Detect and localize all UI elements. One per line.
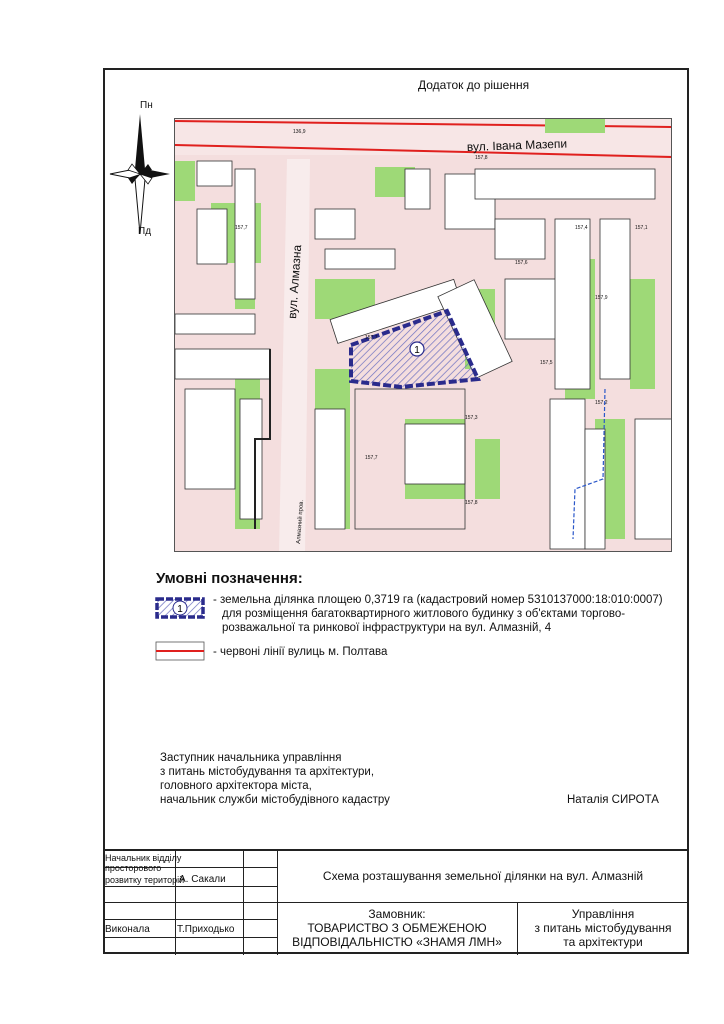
spot-height: 157,8 bbox=[465, 500, 478, 506]
stamp-role-2: Виконала bbox=[105, 924, 150, 935]
legend-redline-text: - червоні лінії вулиць м. Полтава bbox=[213, 646, 388, 658]
spot-height: 157,4 bbox=[575, 225, 588, 231]
stamp-role-1b: просторового bbox=[105, 863, 162, 873]
scheme-title: Схема розташування земельної ділянки на вул. Алмазній bbox=[322, 869, 644, 883]
legend-parcel-text-2: для розміщення багатоквартирного житлового будинку з об'єктами торгово- bbox=[222, 608, 626, 620]
signatory-title-3: головного архітектора міста, bbox=[160, 780, 312, 792]
signatory-title-4: начальник служби містобудівного кадастру bbox=[160, 794, 390, 806]
spot-height: 157,7 bbox=[365, 335, 378, 341]
signatory-title-1: Заступник начальника управління bbox=[160, 752, 342, 764]
north-arrow bbox=[108, 100, 172, 240]
spot-height: 157,7 bbox=[365, 455, 378, 461]
spot-height: 157,5 bbox=[540, 360, 553, 366]
legend-redline-swatch bbox=[155, 641, 205, 661]
street-label-almazna: вул. Алмазна bbox=[285, 244, 305, 320]
spot-height: 157,9 bbox=[595, 295, 608, 301]
map-drawing bbox=[175, 119, 672, 552]
svg-text:1: 1 bbox=[177, 604, 183, 615]
stamp-person-2: Т.Приходько bbox=[177, 924, 235, 935]
spot-height: 157,6 bbox=[515, 260, 528, 266]
signatory-name: Наталія СИРОТА bbox=[567, 794, 659, 806]
street-label-mazepy: вул. Івана Мазепи bbox=[466, 136, 568, 154]
department-2: з питань містобудування bbox=[534, 921, 672, 935]
title-block bbox=[103, 849, 689, 955]
spot-height: 157,8 bbox=[475, 155, 488, 161]
spot-height: 136,9 bbox=[293, 129, 306, 135]
signatory-title-2: з питань містобудування та архітектури, bbox=[160, 766, 375, 778]
department-1: Управління bbox=[571, 907, 635, 921]
stamp-person-1: А. Сакали bbox=[179, 874, 226, 885]
annex-label: Додаток до рішення bbox=[418, 78, 530, 92]
north-label: Пн bbox=[140, 100, 153, 111]
legend-parcel-text-3: розважальної та ринкової інфраструктури на вул. Алмазній, 4 bbox=[222, 622, 552, 634]
cadastral-map bbox=[174, 118, 672, 552]
spot-height: 157,7 bbox=[235, 225, 248, 231]
compass-rose-icon bbox=[108, 114, 172, 234]
spot-height: 157,2 bbox=[595, 400, 608, 406]
south-label: Пд bbox=[138, 226, 152, 237]
stamp-role-1a: Начальник відділу bbox=[105, 853, 182, 863]
spot-height: 157,3 bbox=[465, 415, 478, 421]
customer-name-2: ВІДПОВІДАЛЬНІСТЮ «ЗНАМЯ ЛМН» bbox=[292, 935, 502, 949]
spot-height: 157,1 bbox=[635, 225, 648, 231]
legend-parcel-swatch bbox=[155, 597, 205, 619]
legend-title: Умовні позначення: bbox=[156, 570, 303, 587]
customer-name-1: ТОВАРИСТВО З ОБМЕЖЕНОЮ bbox=[307, 921, 487, 935]
stamp-role-1c: розвитку територій bbox=[105, 875, 185, 885]
customer-label: Замовник: bbox=[368, 907, 426, 921]
street-label-almaznyi-lane: Алмазний пров. bbox=[296, 499, 306, 545]
legend-parcel-text-1: - земельна ділянка площею 0,3719 га (кадастровий номер 5310137000:18:010:0007) bbox=[213, 594, 663, 606]
parcel-marker-label: 1 bbox=[414, 345, 420, 356]
department-3: та архітектури bbox=[563, 935, 643, 949]
